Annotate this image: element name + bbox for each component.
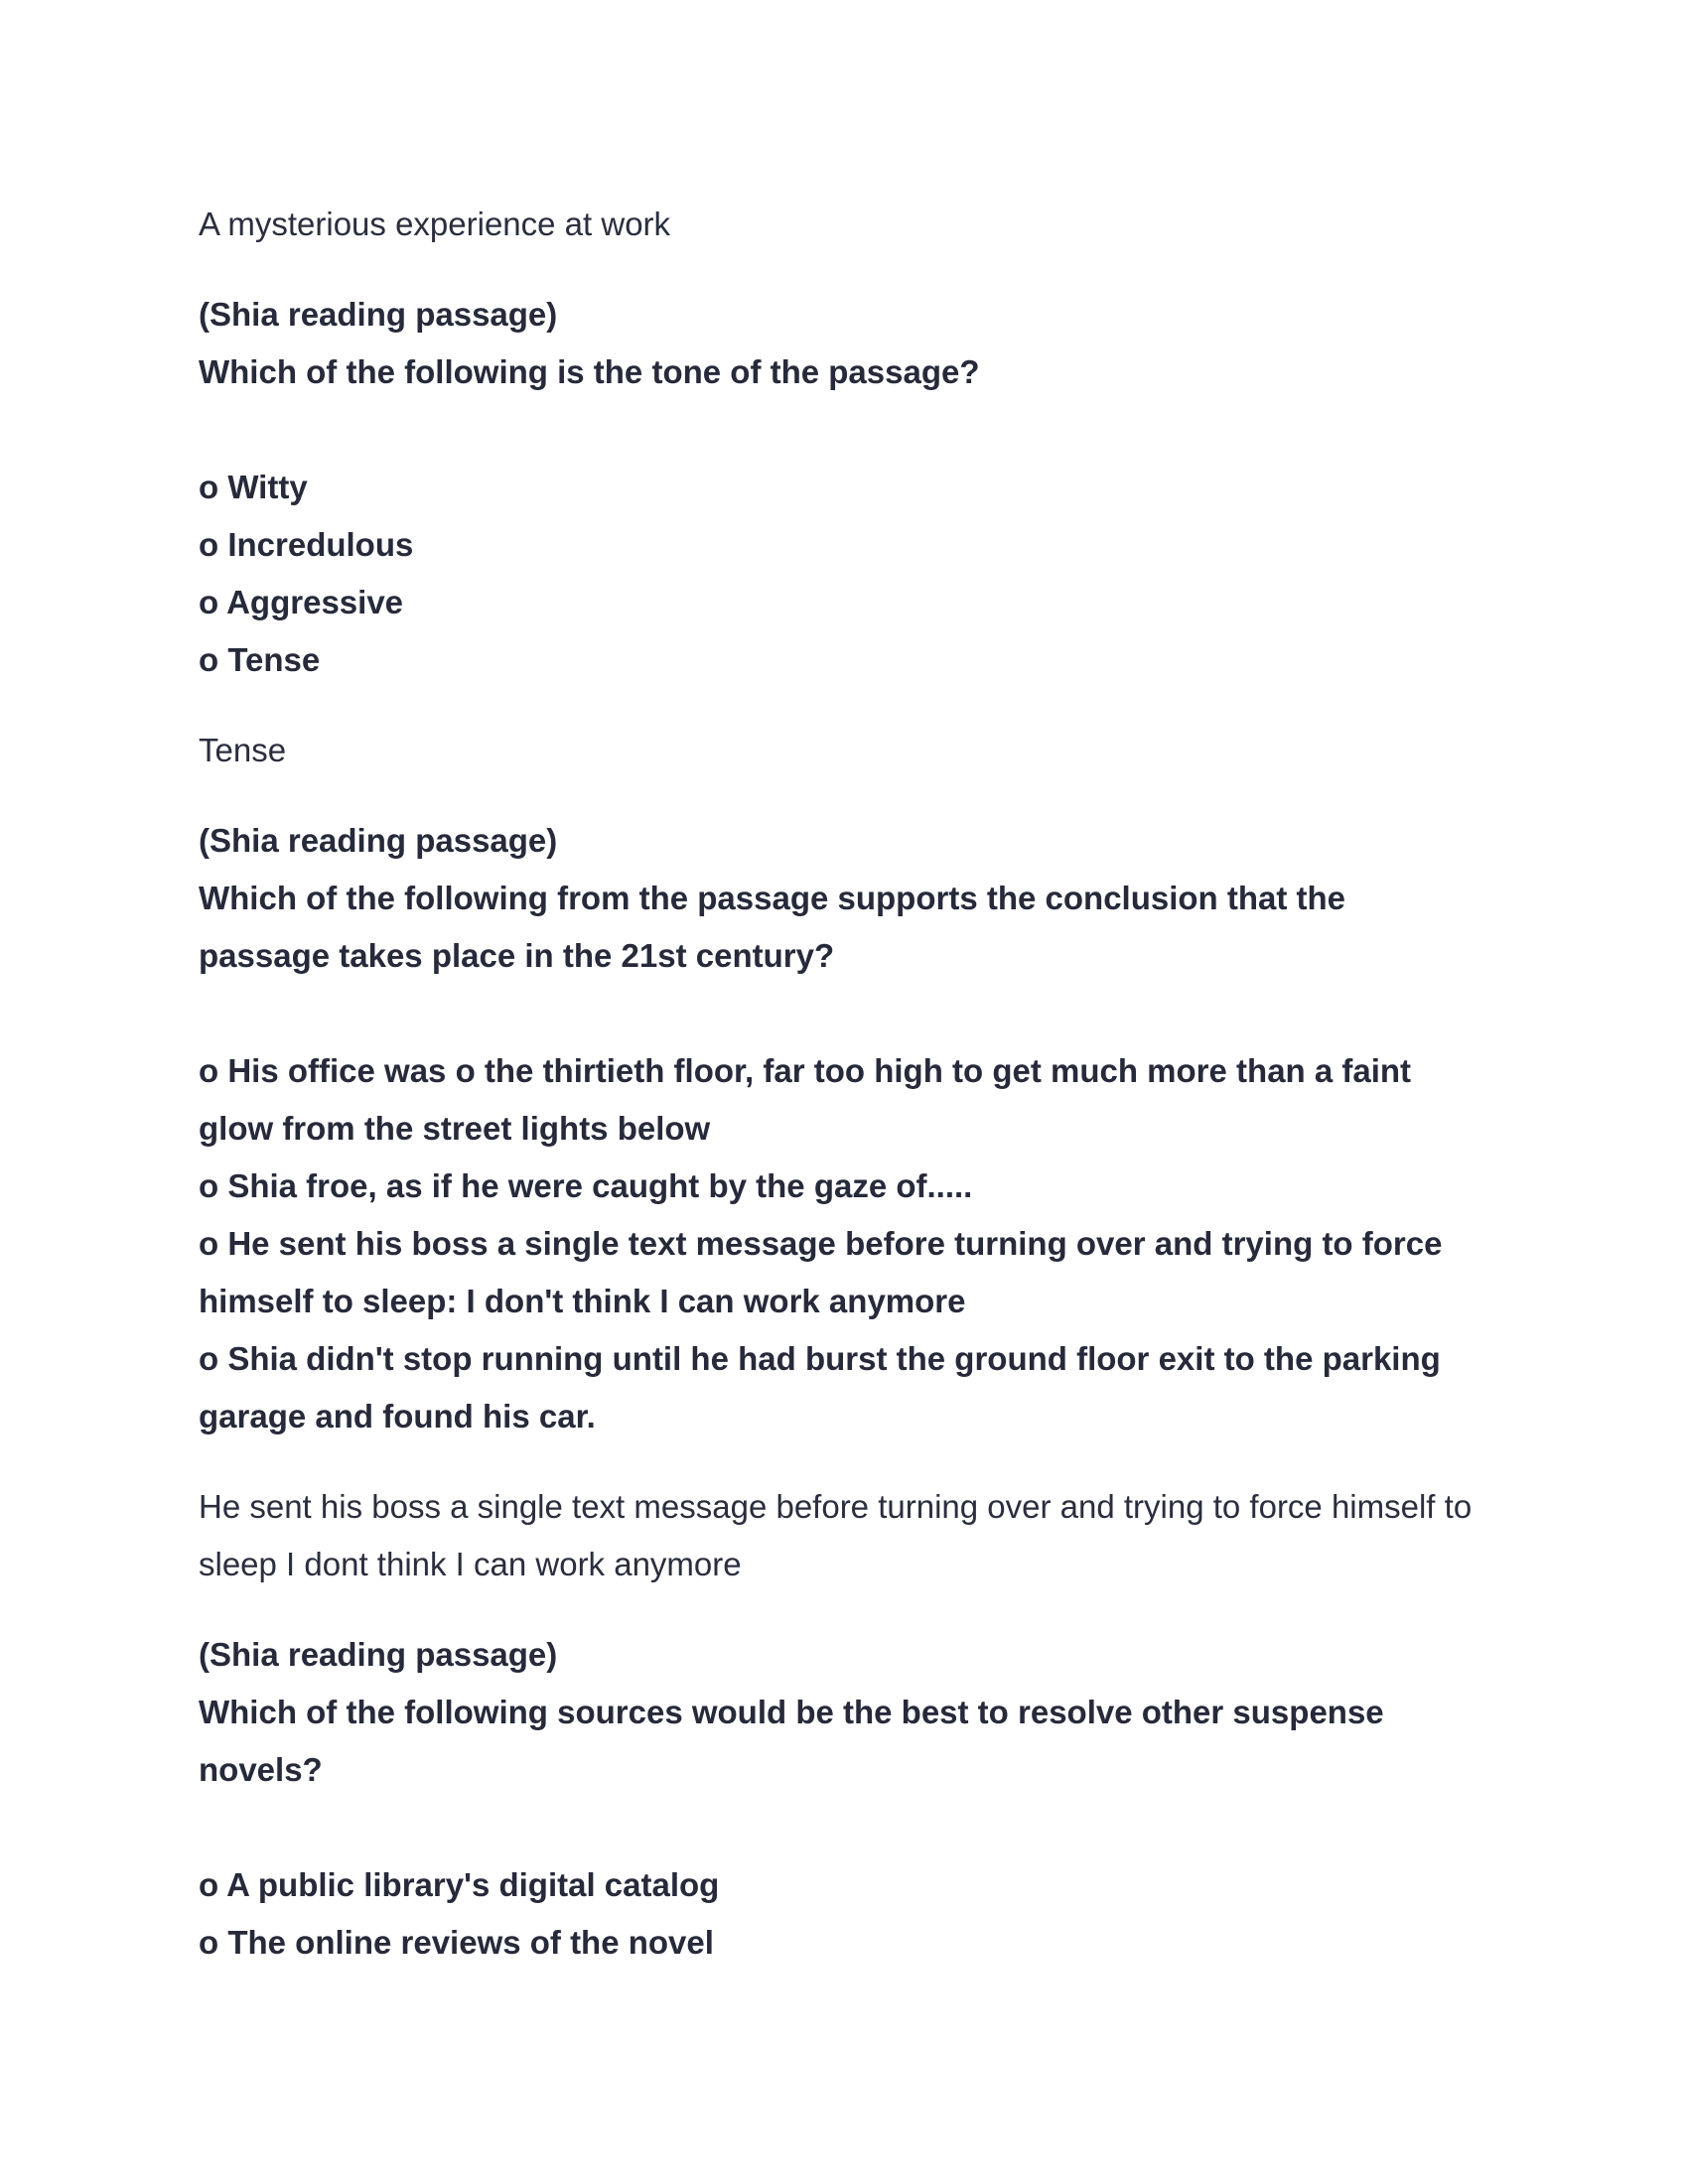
question-prompt-line: novels? xyxy=(199,1751,323,1788)
answer-options xyxy=(199,1856,1509,1972)
answer-option: o Aggressive xyxy=(199,584,404,620)
spacer xyxy=(199,779,1509,812)
spacer xyxy=(199,689,1509,722)
answer-option: o Witty xyxy=(199,469,308,505)
spacer xyxy=(199,985,1509,1042)
spacer xyxy=(199,401,1509,459)
selected-answer: Tense xyxy=(199,732,287,768)
spacer xyxy=(199,1445,1509,1478)
question-1 xyxy=(199,286,1509,779)
answer-option: o A public library's digital catalog xyxy=(199,1866,720,1903)
selected-answer-line: He sent his boss a single text message before turning over and trying to force himself to xyxy=(199,1488,1473,1525)
answer-option: o Tense xyxy=(199,641,321,678)
question-prompt-line: Which of the following from the passage supports the conclusion that the xyxy=(199,880,1346,916)
question-source: (Shia reading passage) xyxy=(199,296,558,333)
answer-option-line: o Shia froe, as if he were caught by the gaze of..... xyxy=(199,1167,973,1204)
answer-options xyxy=(199,459,1509,689)
question-prompt-line: Which of the following is the tone of the passage? xyxy=(199,353,980,390)
answer-options xyxy=(199,1042,1509,1445)
answer-option-line: o Shia didn't stop running until he had burst the ground floor exit to the parking xyxy=(199,1340,1441,1377)
question-3 xyxy=(199,1626,1509,1972)
document-page xyxy=(199,196,1509,1972)
question-prompt-line: passage takes place in the 21st century? xyxy=(199,937,835,974)
answer-option-line: garage and found his car. xyxy=(199,1398,596,1434)
question-prompt-line: Which of the following sources would be the best to resolve other suspense xyxy=(199,1694,1384,1730)
spacer xyxy=(199,1799,1509,1856)
question-source: (Shia reading passage) xyxy=(199,822,558,859)
answer-option-line: o He sent his boss a single text message before turning over and trying to force xyxy=(199,1225,1443,1262)
document-title: A mysterious experience at work xyxy=(199,205,671,242)
spacer xyxy=(199,1593,1509,1626)
question-2 xyxy=(199,812,1509,1593)
selected-answer-line: sleep I dont think I can work anymore xyxy=(199,1546,742,1582)
answer-option-line: himself to sleep: I don't think I can work anymore xyxy=(199,1283,966,1319)
question-source: (Shia reading passage) xyxy=(199,1636,558,1673)
answer-option-line: glow from the street lights below xyxy=(199,1110,711,1147)
answer-option: o The online reviews of the novel xyxy=(199,1924,714,1961)
spacer xyxy=(199,253,1509,286)
answer-option: o Incredulous xyxy=(199,526,414,563)
answer-option-line: o His office was o the thirtieth floor, far too high to get much more than a faint xyxy=(199,1052,1412,1089)
